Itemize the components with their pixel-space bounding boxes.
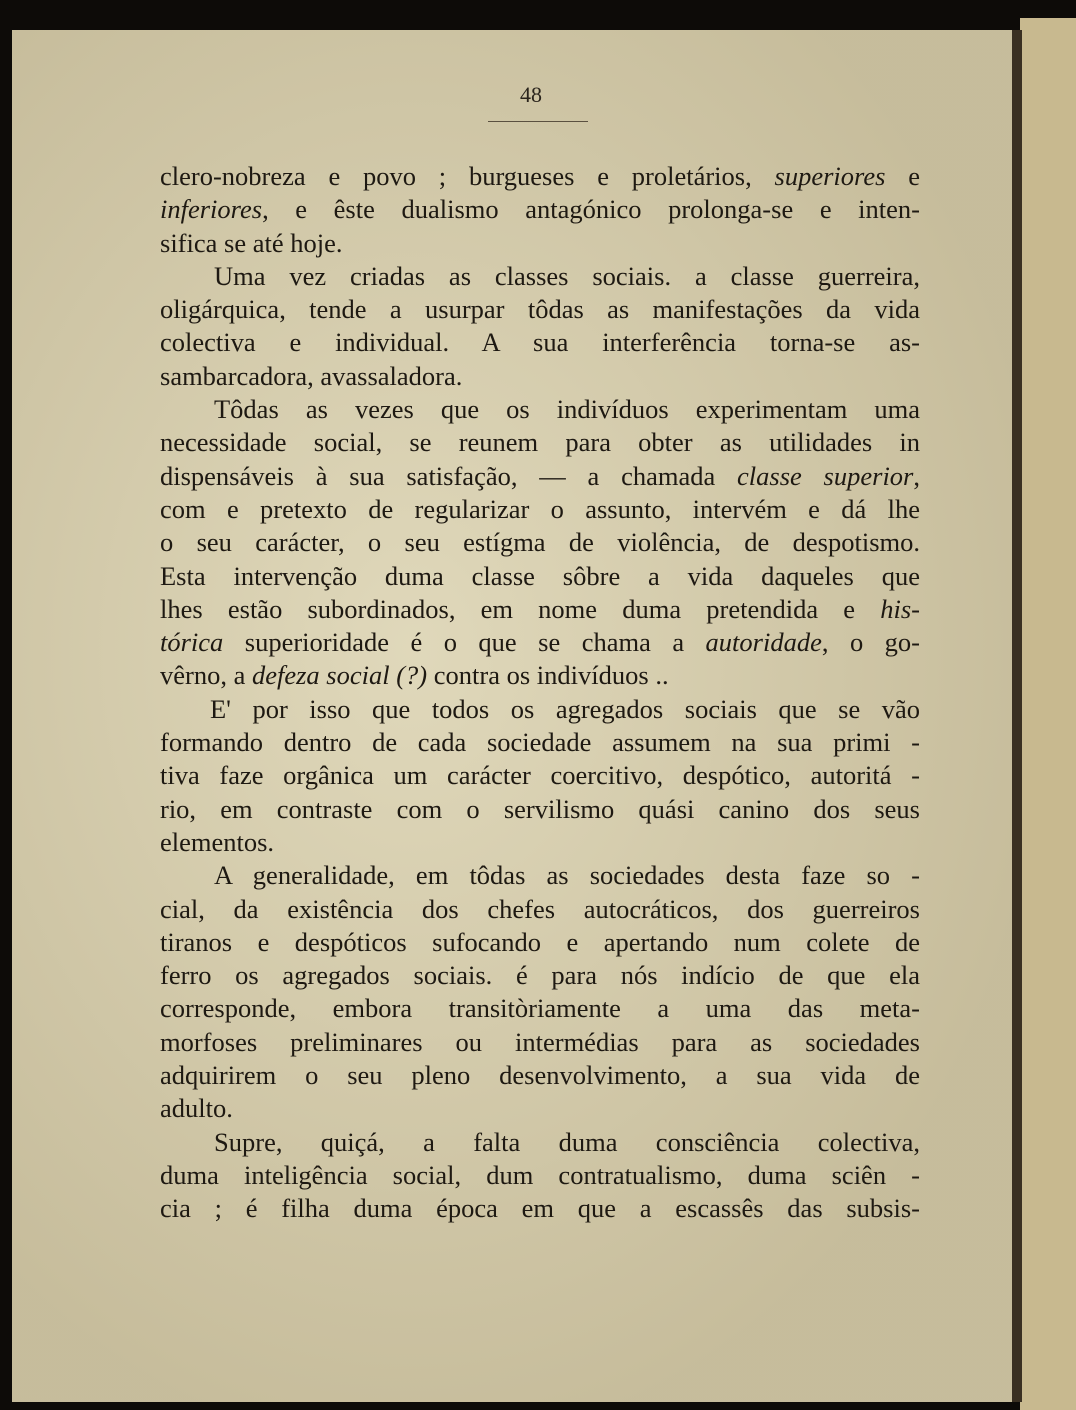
text-run: o seu carácter, o seu estígma de violência, de despotismo. xyxy=(160,527,920,558)
text-run: , e êste dualismo antagónico prolonga-se e inten- xyxy=(262,194,920,225)
text-run: Supre, quiçá, a falta duma consciência colectiva, xyxy=(214,1126,920,1157)
text-line xyxy=(160,1159,920,1192)
page-binding-shadow xyxy=(1012,30,1022,1402)
text-run: cia ; é filha duma época em que a escassês das subsis- xyxy=(160,1193,920,1224)
text-line xyxy=(160,360,920,393)
text-run: tiranos e despóticos sufocando e apertando num colete de xyxy=(160,926,920,957)
text-line xyxy=(160,326,920,359)
text-run: duma inteligência social, dum contratualismo, duma sciên - xyxy=(160,1159,920,1190)
text-line xyxy=(160,193,920,226)
text-run: rio, em contraste com o servilismo quási canino dos seus xyxy=(160,793,920,824)
text-run: dispensáveis à sua satisfação, — a chamada xyxy=(160,460,738,491)
text-run: sifica se até hoje. xyxy=(160,227,343,258)
italic-text: tórica xyxy=(160,627,224,658)
body-text xyxy=(160,160,920,1226)
text-line xyxy=(160,460,920,493)
text-run: necessidade social, se reunem para obter as utilidades in xyxy=(160,427,920,458)
text-line xyxy=(160,893,920,926)
text-line xyxy=(160,992,920,1025)
text-line xyxy=(160,1026,920,1059)
text-line xyxy=(160,726,920,759)
text-line xyxy=(160,393,920,426)
text-run: Esta intervenção duma classe sôbre a vida daqueles que xyxy=(160,560,920,591)
text-run: cial, da existência dos chefes autocráticos, dos guerreiros xyxy=(160,893,920,924)
italic-text: inferiores xyxy=(160,194,263,225)
text-line xyxy=(160,959,920,992)
text-line xyxy=(160,1059,920,1092)
text-run: , xyxy=(913,460,920,491)
text-line xyxy=(160,526,920,559)
text-run: formando dentro de cada sociedade assumem na sua primi - xyxy=(160,727,920,758)
italic-text: classe superior xyxy=(737,460,914,491)
header-rule xyxy=(488,121,588,122)
text-run: corresponde, embora transitòriamente a uma das meta- xyxy=(160,993,920,1024)
text-run: e xyxy=(885,161,920,191)
text-line xyxy=(160,859,920,892)
text-run: colectiva e individual. A sua interferência torna-se as- xyxy=(160,327,920,358)
text-run: adulto. xyxy=(160,1093,233,1124)
italic-text: superiores xyxy=(774,161,886,191)
text-line xyxy=(160,160,920,193)
text-run: Tôdas as vezes que os indivíduos experimentam uma xyxy=(214,394,920,425)
page-number: 48 xyxy=(520,82,542,107)
text-line xyxy=(160,593,920,626)
text-line xyxy=(160,1192,920,1225)
text-line xyxy=(160,793,920,826)
text-line xyxy=(160,260,920,293)
text-run: tiva faze orgânica um carácter coercitivo, despótico, autoritá - xyxy=(160,760,920,791)
text-line xyxy=(160,227,920,260)
text-run: elementos. xyxy=(160,826,275,857)
italic-text: his- xyxy=(880,593,920,624)
text-run: clero-nobreza e povo ; burgueses e proletários, xyxy=(160,161,775,191)
text-run: sambarcadora, avassaladora. xyxy=(160,360,463,391)
text-run: superioridade é o que se chama a xyxy=(223,627,706,658)
text-line xyxy=(160,759,920,792)
text-line xyxy=(160,826,920,859)
text-run: Uma vez criadas as classes sociais. a classe guerreira, xyxy=(214,260,920,291)
italic-text: defeza social (?) xyxy=(251,660,428,691)
text-run: contra os indivíduos .. xyxy=(427,660,669,691)
text-line xyxy=(160,693,920,726)
text-line xyxy=(160,659,920,692)
text-line xyxy=(160,926,920,959)
text-line xyxy=(160,426,920,459)
text-line xyxy=(160,626,920,659)
text-run: vêrno, a xyxy=(160,660,252,691)
text-line xyxy=(160,293,920,326)
text-line xyxy=(160,560,920,593)
text-run: adquirirem o seu pleno desenvolvimento, a sua vida de xyxy=(160,1060,920,1091)
text-line xyxy=(160,1126,920,1159)
text-line xyxy=(160,1092,920,1125)
text-run: lhes estão subordinados, em nome duma pretendida e xyxy=(160,593,881,624)
text-run: E' por isso que todos os agregados sociais que se vão xyxy=(210,693,920,724)
text-run: com e pretexto de regularizar o assunto, intervém e dá lhe xyxy=(160,493,920,524)
text-run: oligárquica, tende a usurpar tôdas as manifestações da vida xyxy=(160,294,920,325)
text-run: , o go- xyxy=(821,627,920,658)
italic-text: autoridade xyxy=(705,627,822,658)
text-run: A generalidade, em tôdas as sociedades desta faze so - xyxy=(214,860,920,891)
text-run: morfoses preliminares ou intermédias para as sociedades xyxy=(160,1026,920,1057)
text-run: ferro os agregados sociais. é para nós indício de que ela xyxy=(160,960,920,991)
adjacent-page-edge xyxy=(1020,18,1076,1410)
text-line xyxy=(160,493,920,526)
